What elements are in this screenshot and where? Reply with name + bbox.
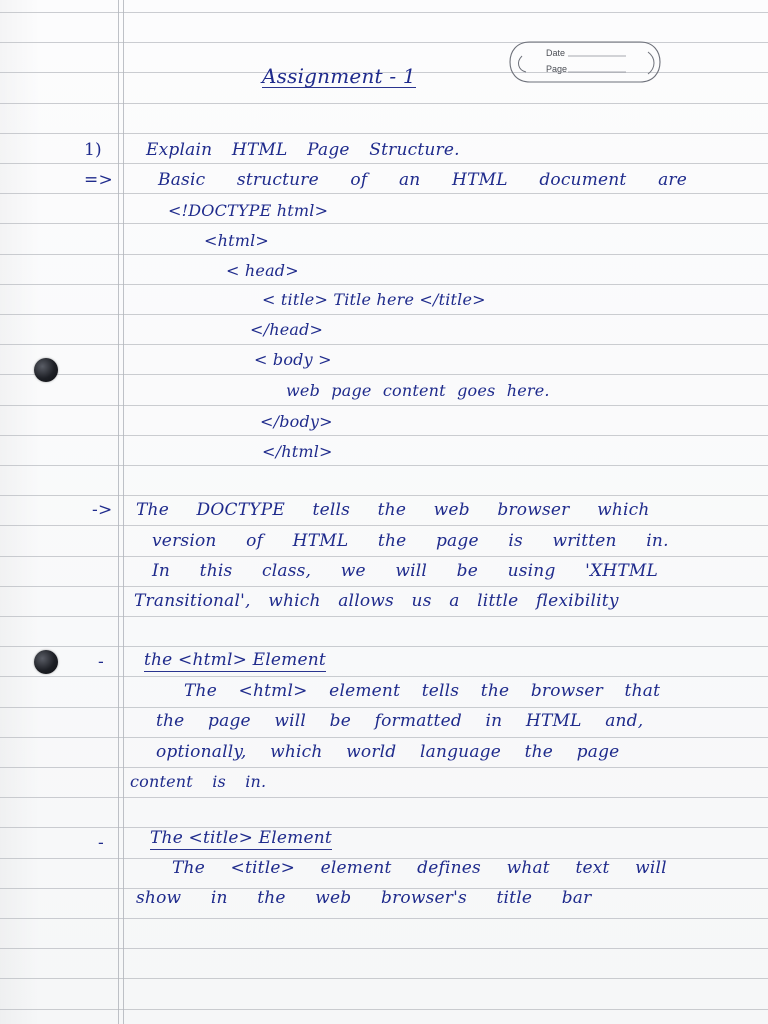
ruled-line (0, 676, 768, 677)
doctype-line-1: The DOCTYPE tells the web browser which (136, 500, 650, 520)
ruled-line (0, 616, 768, 617)
doctype-line-2: version of HTML the page is written in. (152, 531, 669, 551)
doctype-bullet: -> (92, 500, 113, 520)
code-line-html-close: </html> (262, 442, 333, 461)
ruled-line (0, 223, 768, 224)
ruled-line (0, 314, 768, 315)
ruled-line (0, 707, 768, 708)
ruled-line (0, 737, 768, 738)
ruled-line (0, 1009, 768, 1010)
ruled-line (0, 978, 768, 979)
code-line-doctype: <!DOCTYPE html> (168, 201, 329, 220)
doctype-line-3: In this class, we will be using 'XHTML (152, 561, 658, 581)
ruled-line (0, 405, 768, 406)
ruled-line (0, 103, 768, 104)
ruled-line (0, 12, 768, 13)
ruled-line (0, 374, 768, 375)
ruled-line (0, 797, 768, 798)
question-number: 1) (84, 140, 102, 160)
code-line-body-open: < body > (254, 350, 332, 369)
ruled-line (0, 465, 768, 466)
code-line-head-open: < head> (226, 261, 299, 280)
answer-arrow: => (84, 170, 113, 190)
ruled-line (0, 344, 768, 345)
date-page-box (508, 38, 662, 86)
ruled-line (0, 948, 768, 949)
ruled-line (0, 556, 768, 557)
doctype-line-4: Transitional', which allows us a little flexibility (134, 591, 619, 611)
answer-intro: Basic structure of an HTML document are (158, 170, 687, 190)
code-line-body-close: </body> (260, 412, 333, 431)
ruled-line (0, 435, 768, 436)
punch-hole-top (34, 358, 58, 382)
title-element-line-2: show in the web browser's title bar (136, 888, 592, 908)
html-element-line-2: the page will be formatted in HTML and, (156, 711, 644, 731)
code-line-content: web page content goes here. (286, 381, 550, 400)
question-text: Explain HTML Page Structure. (146, 140, 460, 160)
ruled-line (0, 586, 768, 587)
html-element-line-1: The <html> element tells the browser that (184, 681, 661, 701)
ruled-line (0, 495, 768, 496)
ruled-line (0, 163, 768, 164)
html-element-bullet: - (98, 652, 104, 672)
date-label: Date (546, 48, 566, 58)
html-element-line-4: content is in. (130, 772, 267, 791)
ruled-line (0, 827, 768, 828)
ruled-line (0, 254, 768, 255)
title-element-line-1: The <title> element defines what text will (172, 858, 667, 878)
html-element-heading: the <html> Element (144, 650, 326, 670)
margin-line-left (118, 0, 119, 1024)
ruled-line (0, 193, 768, 194)
code-line-head-close: </head> (250, 320, 324, 339)
code-line-html-open: <html> (204, 231, 270, 250)
page-label: Page (546, 64, 568, 74)
ruled-line (0, 133, 768, 134)
margin-line-right (123, 0, 124, 1024)
ruled-line (0, 646, 768, 647)
ruled-line (0, 767, 768, 768)
ruled-line (0, 525, 768, 526)
code-line-title: < title> Title here </title> (262, 290, 486, 309)
title-element-bullet: - (98, 833, 104, 853)
ruled-line (0, 918, 768, 919)
punch-hole-bottom (34, 650, 58, 674)
ruled-line (0, 284, 768, 285)
title-element-heading: The <title> Element (150, 828, 332, 848)
assignment-title: Assignment - 1 (262, 64, 416, 88)
date-box-frame (508, 38, 662, 86)
html-element-line-3: optionally, which world language the page (156, 742, 620, 762)
